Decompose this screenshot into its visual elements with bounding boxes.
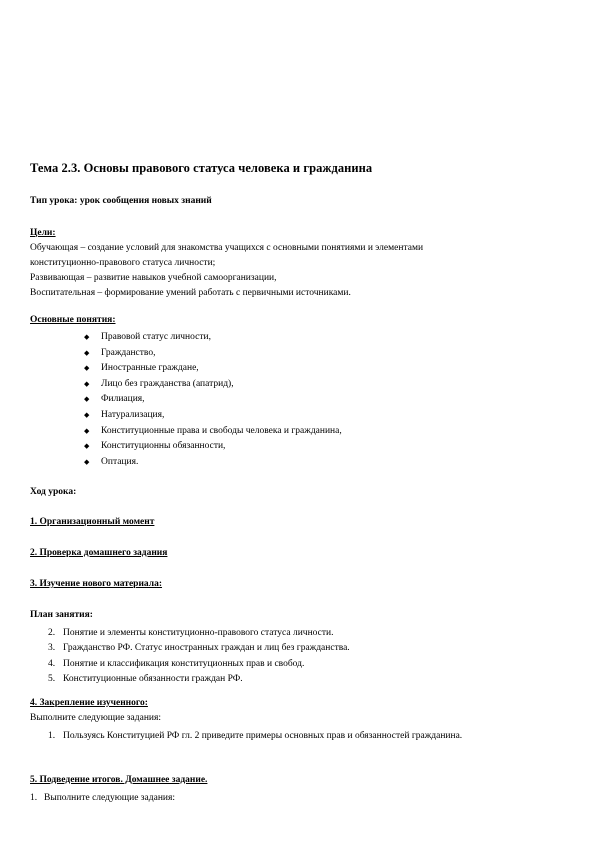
list-item: ◆ Правовой статус личности, <box>84 330 342 346</box>
concepts-heading: Основные понятия: <box>30 315 116 325</box>
goals-line: конституционно-правового статуса личности; <box>30 258 216 268</box>
list-item: 5. Конституционные обязанности граждан РФ. <box>48 674 243 685</box>
list-item: ◆ Иностранные граждане, <box>84 361 342 377</box>
list-item: 3. Гражданство РФ. Статус иностранных граждан и лиц без гражданства. <box>48 643 350 654</box>
goals-line: Развивающая – развитие навыков учебной самоорганизации, <box>30 273 277 283</box>
lesson-type-label: Тип урока: <box>30 196 78 206</box>
lesson-type <box>30 196 212 206</box>
plan-heading: План занятия: <box>30 610 93 620</box>
page-title: Тема 2.3. Основы правового статуса человека и гражданина <box>30 161 373 175</box>
bullet-icon: ◆ <box>84 348 90 357</box>
list-item: 1. Выполните следующие задания: <box>30 793 175 803</box>
bullet-icon: ◆ <box>84 457 90 466</box>
bullet-icon: ◆ <box>84 333 90 341</box>
bullet-icon: ◆ <box>84 426 90 435</box>
lesson-type-value: урок сообщения новых знаний <box>79 196 212 206</box>
list-item: ◆ Филиация, <box>84 392 342 408</box>
goals-heading: Цели: <box>30 228 56 238</box>
summary-heading: 5. Подведение итогов. Домашнее задание. <box>30 775 208 785</box>
list-item: ◆ Лицо без гражданства (апатрид), <box>84 377 342 393</box>
bullet-icon: ◆ <box>84 410 90 419</box>
bullet-icon: ◆ <box>84 395 90 404</box>
bullet-icon: ◆ <box>84 364 90 373</box>
list-item: 4. Понятие и классификация конституционных прав и свобод. <box>48 658 305 669</box>
step-homework-check: 2. Проверка домашнего задания <box>30 548 168 558</box>
plan-list <box>48 626 350 688</box>
list-item: ◆ Натурализация, <box>84 408 342 424</box>
list-item: 1. Пользуясь Конституцией РФ гл. 2 приведите примеры основных прав и обязанностей гражданина. <box>48 731 463 741</box>
goals-section <box>30 226 423 301</box>
bullet-icon: ◆ <box>84 379 90 388</box>
lesson-flow-heading: Ход урока: <box>30 487 77 497</box>
bullet-icon: ◆ <box>84 442 90 451</box>
task-list <box>48 729 462 744</box>
homework-list <box>30 791 175 806</box>
list-item: ◆ Конституционные права и свободы человека и гражданина, <box>84 424 342 440</box>
step-new-material: 3. Изучение нового материала: <box>30 579 163 589</box>
reinforcement-heading: 4. Закрепление изученного: <box>30 698 148 708</box>
list-item: ◆ Конституционны обязанности, <box>84 439 342 455</box>
reinforcement-intro: Выполните следующие задания: <box>30 713 161 723</box>
goals-line: Обучающая – создание условий для знакомства учащихся с основными понятиями и элементами <box>30 243 424 253</box>
list-item: ◆ Гражданство, <box>84 346 342 362</box>
goals-line: Воспитательная – формирование умений работать с первичными источниками. <box>30 288 351 298</box>
step-organizational: 1. Организационный момент <box>30 517 155 527</box>
list-item: 2. Понятие и элементы конституционно-правового статуса личности. <box>48 628 334 638</box>
list-item: ◆ Оптация. <box>84 455 342 471</box>
concepts-list <box>84 330 342 470</box>
